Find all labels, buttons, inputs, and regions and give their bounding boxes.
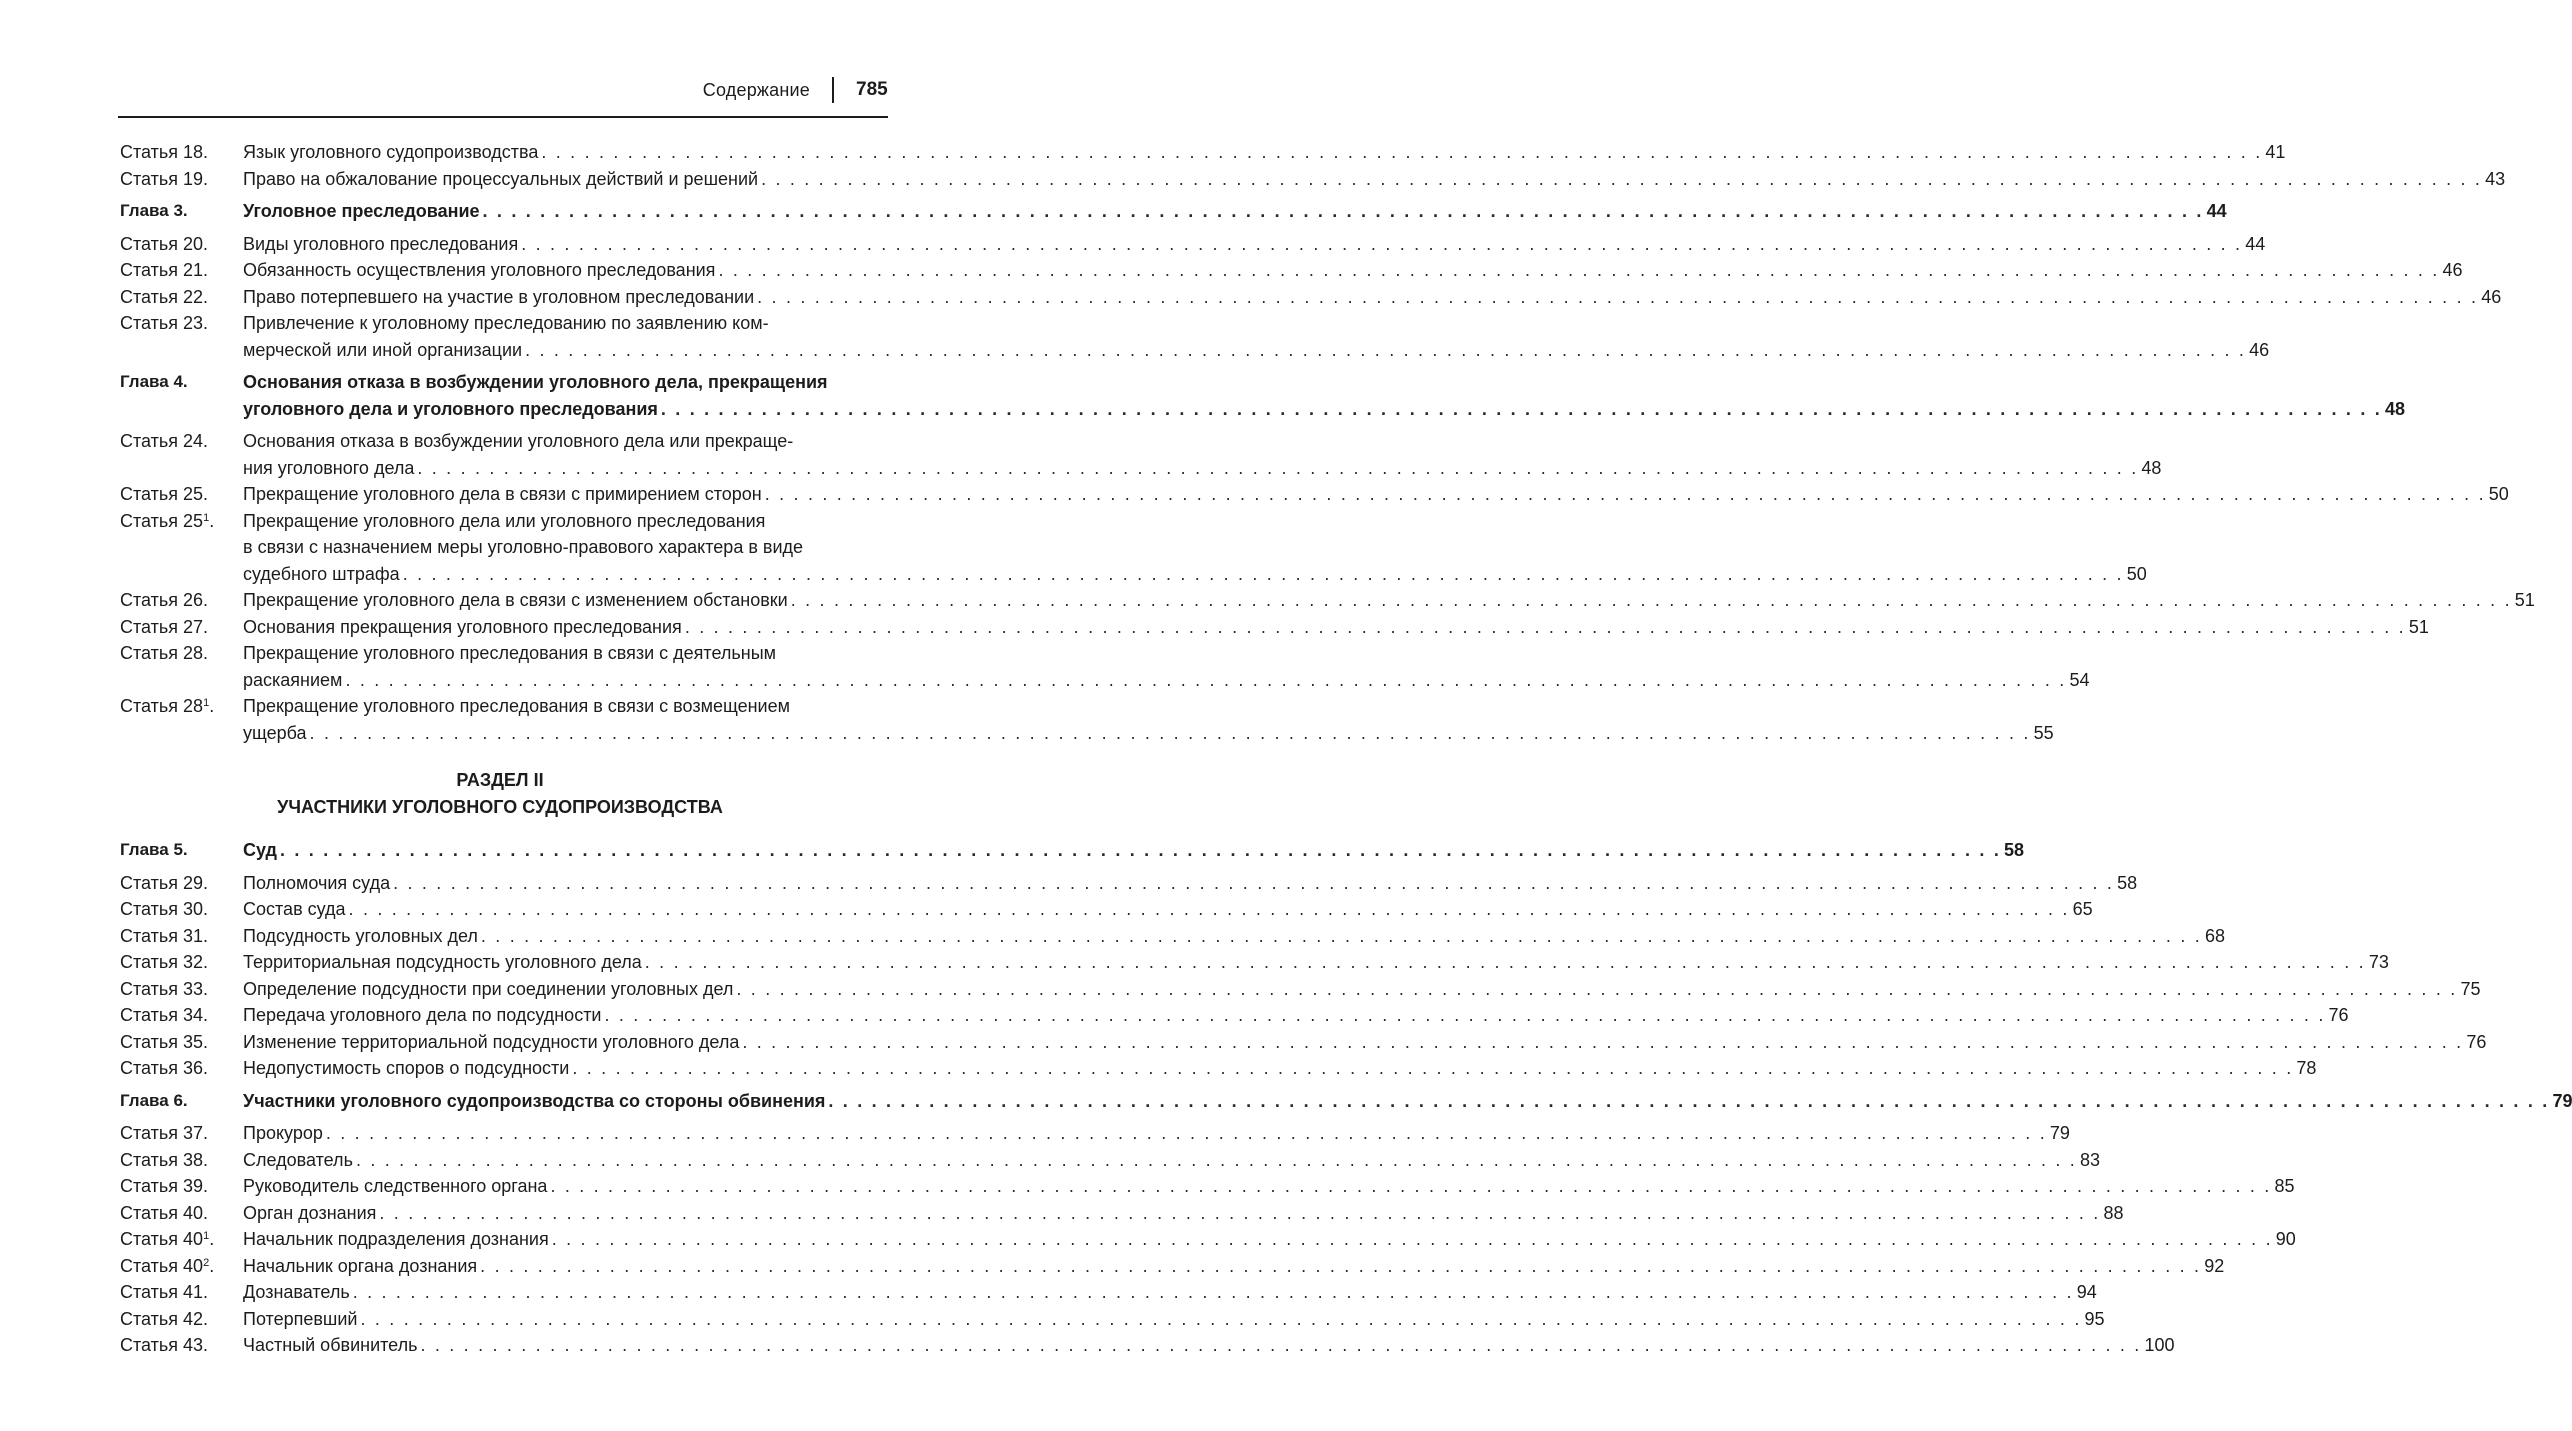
dot-leader: . . . . . . . . . . . . . . . . . . . . . . . . . . . . . . . . . . . . . . . . . . . . . . . . . . . . . . . . . . . . . . . . . . . . . . . . . . . . . . . . . . . . . . . . . . . . . . . . . . . . . . . . . . . . . . . . . . . . . . . . <box>525 339 2247 360</box>
entry-page-number: 48 <box>2141 457 2162 478</box>
entry-title-text: Дознаватель <box>243 1282 350 1302</box>
entry-title <box>243 896 2093 923</box>
entry-page-number: 51 <box>2408 616 2429 637</box>
entry-title-text: Потерпевший <box>243 1308 358 1329</box>
entry-title-text: раскаянием <box>243 669 343 690</box>
entry-title <box>243 284 2502 311</box>
entry-label <box>120 198 188 225</box>
entry-label-text: Статья 26. <box>120 590 209 610</box>
entry-page-number: 46 <box>2481 286 2502 307</box>
entry-label-suffix: . <box>209 1255 215 1276</box>
entry-page-number: 76 <box>2466 1031 2487 1052</box>
entry-title-text: Орган дознания <box>243 1202 377 1223</box>
dot-leader: . . . . . . . . . . . . . . . . . . . . . . . . . . . . . . . . . . . . . . . . . . . . . . . . . . . . . . . . . . . . . . . . . . . . . . . . . . . . . . . . . . . . . . . . . . . . . . . . . . . . . . . . . . . . . . . . . . . . . . . . <box>355 1149 2077 1170</box>
entry-label <box>120 1253 214 1280</box>
entry-page-number: 46 <box>2249 339 2270 360</box>
dot-leader: . . . . . . . . . . . . . . . . . . . . . . . . . . . . . . . . . . . . . . . . . . . . . . . . . . . . . . . . . . . . . . . . . . . . . . . . . . . . . . . . . . . . . . . . . . . . . . . . . . . . . . . . . . . . . . . . . . . . . . . . <box>828 1090 2550 1111</box>
dot-leader: . . . . . . . . . . . . . . . . . . . . . . . . . . . . . . . . . . . . . . . . . . . . . . . . . . . . . . . . . . . . . . . . . . . . . . . . . . . . . . . . . . . . . . . . . . . . . . . . . . . . . . . . . . . . . . . . . . . . . . . . <box>352 1282 2074 1302</box>
entry-label-suffix: . <box>209 696 215 716</box>
entry-label-text: Статья 33. <box>120 978 209 999</box>
entry-title <box>243 1147 2101 1174</box>
entry-label <box>120 139 208 166</box>
entry-label-text: Глава 3. <box>120 201 188 220</box>
entry-title-text: Начальник подразделения дознания <box>243 1229 549 1249</box>
entry-title-text: ущерба <box>243 722 307 743</box>
entry-label-text: Статья 20. <box>120 233 209 254</box>
entry-title <box>243 614 2429 641</box>
entry-title <box>243 693 2054 746</box>
entry-label <box>120 837 188 864</box>
entry-title-line <box>243 1253 2225 1280</box>
entry-label <box>120 640 208 667</box>
entry-label <box>120 1279 208 1306</box>
entry-title-text: Частный обвинитель <box>243 1335 418 1355</box>
entry-page-number: 50 <box>2126 563 2147 584</box>
dot-leader: . . . . . . . . . . . . . . . . . . . . . . . . . . . . . . . . . . . . . . . . . . . . . . . . . . . . . . . . . . . . . . . . . . . . . . . . . . . . . . . . . . . . . . . . . . . . . . . . . . . . . . . . . . . . . . . . . . . . . . . . <box>482 201 2204 221</box>
entry-label-text: Статья 38. <box>120 1149 209 1170</box>
entry-title <box>243 1306 2105 1333</box>
entry-label <box>120 923 208 950</box>
entry-title-text: Уголовное преследование <box>243 201 480 221</box>
entry-title-line: Прекращение уголовного преследования в связи с возмещением <box>243 696 790 716</box>
entry-label-text: Статья 34. <box>120 1005 209 1025</box>
entry-page-number: 92 <box>2204 1255 2225 1276</box>
entry-title-line <box>243 396 2405 423</box>
entry-label-text: Статья 39. <box>120 1176 209 1196</box>
entry-label-text: Статья 42. <box>120 1308 209 1329</box>
entry-label <box>120 428 208 455</box>
entry-page-number: 44 <box>2206 201 2227 221</box>
entry-title <box>243 481 2509 508</box>
entry-label-text: Статья 36. <box>120 1058 209 1078</box>
entry-title-line: Прекращение уголовного преследования в связи с деятельным <box>243 643 777 663</box>
entry-page-number: 50 <box>2488 484 2509 504</box>
entry-title-line <box>243 1147 2101 1174</box>
entry-title-line: Привлечение к уголовному преследованию по заявлению ком- <box>243 313 769 333</box>
entry-title-line <box>243 1088 2572 1115</box>
entry-title <box>243 428 2162 481</box>
dot-leader: . . . . . . . . . . . . . . . . . . . . . . . . . . . . . . . . . . . . . . . . . . . . . . . . . . . . . . . . . . . . . . . . . . . . . . . . . . . . . . . . . . . . . . . . . . . . . . . . . . . . . . . . . . . . . . . . . . . . . . . . <box>604 1005 2326 1025</box>
entry-page-number: 79 <box>2049 1123 2070 1143</box>
entry-title-line <box>243 455 2162 482</box>
entry-title-line <box>243 481 2509 508</box>
entry-page-number: 94 <box>2076 1282 2097 1302</box>
entry-title <box>243 1120 2070 1147</box>
entry-title <box>243 923 2225 950</box>
dot-leader: . . . . . . . . . . . . . . . . . . . . . . . . . . . . . . . . . . . . . . . . . . . . . . . . . . . . . . . . . . . . . . . . . . . . . . . . . . . . . . . . . . . . . . . . . . . . . . . . . . . . . . . . . . . . . . . . . . . . . . . . <box>736 978 2458 999</box>
entry-title-line <box>243 1002 2349 1029</box>
entry-title-text: мерческой или иной организации <box>243 339 523 360</box>
entry-title <box>243 1279 2097 1306</box>
entry-label <box>120 949 208 976</box>
entry-title <box>243 870 2138 897</box>
dot-leader: . . . . . . . . . . . . . . . . . . . . . . . . . . . . . . . . . . . . . . . . . . . . . . . . . . . . . . . . . . . . . . . . . . . . . . . . . . . . . . . . . . . . . . . . . . . . . . . . . . . . . . . . . . . . . . . . . . . . . . . . <box>280 840 2002 860</box>
entry-title-line <box>243 667 2090 694</box>
entry-label <box>120 976 208 1003</box>
entry-label-text: Статья 22. <box>120 286 209 307</box>
dot-leader: . . . . . . . . . . . . . . . . . . . . . . . . . . . . . . . . . . . . . . . . . . . . . . . . . . . . . . . . . . . . . . . . . . . . . . . . . . . . . . . . . . . . . . . . . . . . . . . . . . . . . . . . . . . . . . . . . . . . . . . . <box>757 286 2479 307</box>
entry-label-superscript: 1 <box>203 1230 210 1242</box>
entry-label-text: Статья 18. <box>120 142 209 162</box>
entry-title-line <box>243 976 2481 1003</box>
entry-label <box>120 1200 208 1227</box>
entry-title-line <box>243 923 2225 950</box>
section-subtitle: УЧАСТНИКИ УГОЛОВНОГО СУДОПРОИЗВОДСТВА <box>277 797 723 817</box>
entry-title <box>243 837 2025 864</box>
entry-label <box>120 693 214 720</box>
entry-label <box>120 1226 214 1253</box>
entry-label-superscript: 2 <box>203 1256 210 1269</box>
entry-label-text: Статья 28 <box>120 696 204 716</box>
entry-title-line <box>243 1200 2124 1227</box>
entry-label-text: Статья 29. <box>120 872 209 893</box>
entry-label-text: Статья 30. <box>120 899 209 919</box>
entry-title <box>243 587 2535 614</box>
entry-title-line <box>243 337 2270 364</box>
entry-title <box>243 508 2147 588</box>
entry-label-text: Статья 32. <box>120 952 209 972</box>
entry-title-text: Виды уголовного преследования <box>243 233 519 254</box>
entry-title-text: Руководитель следственного органа <box>243 1176 548 1196</box>
entry-label-text: Статья 41. <box>120 1282 209 1302</box>
entry-title <box>243 1332 2175 1359</box>
entry-page-number: 44 <box>2245 233 2266 254</box>
entry-page-number: 54 <box>2069 669 2090 690</box>
entry-label-text: Статья 40 <box>120 1229 204 1249</box>
entry-page-number: 58 <box>2117 872 2138 893</box>
dot-leader: . . . . . . . . . . . . . . . . . . . . . . . . . . . . . . . . . . . . . . . . . . . . . . . . . . . . . . . . . . . . . . . . . . . . . . . . . . . . . . . . . . . . . . . . . . . . . . . . . . . . . . . . . . . . . . . . . . . . . . . . <box>480 1255 2202 1276</box>
entry-label-suffix: . <box>209 1229 215 1249</box>
entry-title-line <box>243 720 2054 747</box>
entry-title-line: Основания отказа в возбуждении уголовного дела, прекращения <box>243 372 828 392</box>
entry-label <box>120 231 208 258</box>
entry-page-number: 100 <box>2144 1335 2175 1355</box>
entry-page-number: 46 <box>2442 260 2463 280</box>
entry-title-text: Основания прекращения уголовного преследования <box>243 616 682 637</box>
entry-title-text: Подсудность уголовных дел <box>243 925 478 946</box>
entry-label-text: Статья 25. <box>120 484 209 504</box>
entry-title <box>243 166 2506 193</box>
entry-label <box>120 1332 208 1359</box>
entry-title <box>243 257 2463 284</box>
entry-title-line <box>243 949 2389 976</box>
entry-label-text: Статья 40 <box>120 1255 204 1276</box>
dot-leader: . . . . . . . . . . . . . . . . . . . . . . . . . . . . . . . . . . . . . . . . . . . . . . . . . . . . . . . . . . . . . . . . . . . . . . . . . . . . . . . . . . . . . . . . . . . . . . . . . . . . . . . . . . . . . . . . . . . . . . . . <box>551 1229 2273 1249</box>
entry-title-text: Полномочия суда <box>243 872 391 893</box>
entry-title-text: Обязанность осуществления уголовного преследования <box>243 260 716 280</box>
entry-title-text: Прокурор <box>243 1123 323 1143</box>
entry-title <box>243 369 2405 422</box>
entry-title-line <box>243 561 2147 588</box>
entry-label <box>120 257 208 284</box>
entry-title <box>243 198 2227 225</box>
entry-title <box>243 1055 2317 1082</box>
entry-title-line: в связи с назначением меры уголовно-правового характера в виде <box>243 537 804 557</box>
entry-label <box>120 284 208 311</box>
entry-title <box>243 310 2270 363</box>
entry-title-line <box>243 837 2025 864</box>
entry-page-number: 83 <box>2080 1149 2101 1170</box>
entry-page-number: 79 <box>2552 1090 2572 1111</box>
entry-title-line <box>243 1279 2097 1306</box>
entry-label <box>120 508 214 535</box>
entry-title <box>243 231 2266 258</box>
entry-label-text: Статья 37. <box>120 1123 209 1143</box>
entry-title-text: уголовного дела и уголовного преследования <box>243 398 658 419</box>
entry-label-text: Статья 19. <box>120 168 209 189</box>
entry-label <box>120 481 208 508</box>
entry-label <box>120 369 188 396</box>
entry-title-text: Передача уголовного дела по подсудности <box>243 1005 602 1025</box>
dot-leader: . . . . . . . . . . . . . . . . . . . . . . . . . . . . . . . . . . . . . . . . . . . . . . . . . . . . . . . . . . . . . . . . . . . . . . . . . . . . . . . . . . . . . . . . . . . . . . . . . . . . . . . . . . . . . . . . . . . . . . . . <box>761 168 2483 189</box>
entry-label <box>120 1002 208 1029</box>
entry-label-suffix: . <box>209 510 215 531</box>
dot-leader: . . . . . . . . . . . . . . . . . . . . . . . . . . . . . . . . . . . . . . . . . . . . . . . . . . . . . . . . . . . . . . . . . . . . . . . . . . . . . . . . . . . . . . . . . . . . . . . . . . . . . . . . . . . . . . . . . . . . . . . . <box>379 1202 2101 1223</box>
entry-label-text: Статья 43. <box>120 1335 209 1355</box>
entry-title-text: Недопустимость споров о подсудности <box>243 1058 570 1078</box>
entry-title-line <box>243 1055 2317 1082</box>
entry-label <box>120 1147 208 1174</box>
dot-leader: . . . . . . . . . . . . . . . . . . . . . . . . . . . . . . . . . . . . . . . . . . . . . . . . . . . . . . . . . . . . . . . . . . . . . . . . . . . . . . . . . . . . . . . . . . . . . . . . . . . . . . . . . . . . . . . . . . . . . . . . <box>550 1176 2272 1196</box>
dot-leader: . . . . . . . . . . . . . . . . . . . . . . . . . . . . . . . . . . . . . . . . . . . . . . . . . . . . . . . . . . . . . . . . . . . . . . . . . . . . . . . . . . . . . . . . . . . . . . . . . . . . . . . . . . . . . . . . . . . . . . . . <box>417 457 2139 478</box>
entry-label <box>120 614 208 641</box>
entry-title <box>243 1226 2296 1253</box>
entry-title-text: Следователь <box>243 1149 353 1170</box>
entry-title-text: Определение подсудности при соединении уголовных дел <box>243 978 734 999</box>
entry-label-text: Глава 4. <box>120 372 188 391</box>
dot-leader: . . . . . . . . . . . . . . . . . . . . . . . . . . . . . . . . . . . . . . . . . . . . . . . . . . . . . . . . . . . . . . . . . . . . . . . . . . . . . . . . . . . . . . . . . . . . . . . . . . . . . . . . . . . . . . . . . . . . . . . . <box>402 563 2124 584</box>
dot-leader: . . . . . . . . . . . . . . . . . . . . . . . . . . . . . . . . . . . . . . . . . . . . . . . . . . . . . . . . . . . . . . . . . . . . . . . . . . . . . . . . . . . . . . . . . . . . . . . . . . . . . . . . . . . . . . . . . . . . . . . . <box>764 484 2486 504</box>
entry-label-text: Статья 27. <box>120 616 209 637</box>
entry-label <box>120 1173 208 1200</box>
entry-label <box>120 870 208 897</box>
section-title: РАЗДЕЛ II <box>456 770 544 790</box>
entry-title-line: Прекращение уголовного дела или уголовного преследования <box>243 510 766 531</box>
entry-title-text: Право на обжалование процессуальных действий и решений <box>243 168 759 189</box>
entry-title-line <box>243 1332 2175 1359</box>
running-title: Содержание <box>702 80 810 100</box>
entry-label <box>120 1120 208 1147</box>
entry-label-text: Глава 6. <box>120 1090 188 1110</box>
entry-page-number: 51 <box>2514 590 2535 610</box>
entry-title-text: Право потерпевшего на участие в уголовном преследовании <box>243 286 755 307</box>
entry-title-line: Основания отказа в возбуждении уголовного дела или прекраще- <box>243 431 794 451</box>
dot-leader: . . . . . . . . . . . . . . . . . . . . . . . . . . . . . . . . . . . . . . . . . . . . . . . . . . . . . . . . . . . . . . . . . . . . . . . . . . . . . . . . . . . . . . . . . . . . . . . . . . . . . . . . . . . . . . . . . . . . . . . . <box>660 398 2382 419</box>
entry-title <box>243 1200 2124 1227</box>
entry-label <box>120 1029 208 1056</box>
dot-leader: . . . . . . . . . . . . . . . . . . . . . . . . . . . . . . . . . . . . . . . . . . . . . . . . . . . . . . . . . . . . . . . . . . . . . . . . . . . . . . . . . . . . . . . . . . . . . . . . . . . . . . . . . . . . . . . . . . . . . . . . <box>309 722 2031 743</box>
entry-title-text: Суд <box>243 840 277 860</box>
entry-title <box>243 640 2090 693</box>
dot-leader: . . . . . . . . . . . . . . . . . . . . . . . . . . . . . . . . . . . . . . . . . . . . . . . . . . . . . . . . . . . . . . . . . . . . . . . . . . . . . . . . . . . . . . . . . . . . . . . . . . . . . . . . . . . . . . . . . . . . . . . . <box>345 669 2067 690</box>
entry-title-line <box>243 1306 2105 1333</box>
entry-page-number: 75 <box>2460 978 2481 999</box>
entry-title-text: Состав суда <box>243 899 346 919</box>
entry-label-superscript: 1 <box>203 511 210 524</box>
entry-label <box>120 1306 208 1333</box>
entry-label <box>120 166 208 193</box>
entry-label-text: Статья 31. <box>120 925 209 946</box>
entry-title <box>243 1253 2225 1280</box>
entry-title-text: Начальник органа дознания <box>243 1255 478 1276</box>
page-number: 785 <box>856 79 888 100</box>
entry-title-text: Прекращение уголовного дела в связи с примирением сторон <box>243 484 762 504</box>
entry-title-text: Прекращение уголовного дела в связи с изменением обстановки <box>243 590 788 610</box>
entry-title-text: Территориальная подсудность уголовного дела <box>243 952 642 972</box>
entry-title-line <box>243 587 2535 614</box>
dot-leader: . . . . . . . . . . . . . . . . . . . . . . . . . . . . . . . . . . . . . . . . . . . . . . . . . . . . . . . . . . . . . . . . . . . . . . . . . . . . . . . . . . . . . . . . . . . . . . . . . . . . . . . . . . . . . . . . . . . . . . . . <box>790 590 2512 610</box>
entry-page-number: 85 <box>2274 1176 2295 1196</box>
entry-title-text: Язык уголовного судопроизводства <box>243 142 539 162</box>
entry-page-number: 76 <box>2328 1005 2349 1025</box>
entry-title <box>243 1029 2487 1056</box>
entry-title <box>243 1002 2349 1029</box>
entry-label-superscript: 1 <box>203 697 210 709</box>
entry-title-line <box>243 1173 2295 1200</box>
entry-label-text: Статья 28. <box>120 643 209 663</box>
entry-title-line <box>243 284 2502 311</box>
entry-title-line <box>243 614 2429 641</box>
dot-leader: . . . . . . . . . . . . . . . . . . . . . . . . . . . . . . . . . . . . . . . . . . . . . . . . . . . . . . . . . . . . . . . . . . . . . . . . . . . . . . . . . . . . . . . . . . . . . . . . . . . . . . . . . . . . . . . . . . . . . . . . <box>348 899 2070 919</box>
entry-page-number: 58 <box>2004 840 2025 860</box>
entry-title-line <box>243 896 2093 923</box>
entry-title-line <box>243 870 2138 897</box>
entry-title-line <box>243 257 2463 284</box>
entry-label-text: Глава 5. <box>120 840 188 859</box>
entry-label-text: Статья 24. <box>120 431 209 451</box>
entry-label <box>120 1088 188 1115</box>
dot-leader: . . . . . . . . . . . . . . . . . . . . . . . . . . . . . . . . . . . . . . . . . . . . . . . . . . . . . . . . . . . . . . . . . . . . . . . . . . . . . . . . . . . . . . . . . . . . . . . . . . . . . . . . . . . . . . . . . . . . . . . . <box>742 1031 2464 1052</box>
entry-label <box>120 896 208 923</box>
dot-leader: . . . . . . . . . . . . . . . . . . . . . . . . . . . . . . . . . . . . . . . . . . . . . . . . . . . . . . . . . . . . . . . . . . . . . . . . . . . . . . . . . . . . . . . . . . . . . . . . . . . . . . . . . . . . . . . . . . . . . . . . <box>420 1335 2142 1355</box>
entry-page-number: 48 <box>2384 398 2405 419</box>
entry-title-line <box>243 139 2286 166</box>
entry-title-line <box>243 1120 2070 1147</box>
dot-leader: . . . . . . . . . . . . . . . . . . . . . . . . . . . . . . . . . . . . . . . . . . . . . . . . . . . . . . . . . . . . . . . . . . . . . . . . . . . . . . . . . . . . . . . . . . . . . . . . . . . . . . . . . . . . . . . . . . . . . . . . <box>521 233 2243 254</box>
dot-leader: . . . . . . . . . . . . . . . . . . . . . . . . . . . . . . . . . . . . . . . . . . . . . . . . . . . . . . . . . . . . . . . . . . . . . . . . . . . . . . . . . . . . . . . . . . . . . . . . . . . . . . . . . . . . . . . . . . . . . . . . <box>572 1058 2294 1078</box>
entry-title-line <box>243 1029 2487 1056</box>
dot-leader: . . . . . . . . . . . . . . . . . . . . . . . . . . . . . . . . . . . . . . . . . . . . . . . . . . . . . . . . . . . . . . . . . . . . . . . . . . . . . . . . . . . . . . . . . . . . . . . . . . . . . . . . . . . . . . . . . . . . . . . . <box>480 925 2202 946</box>
entry-page-number: 73 <box>2368 952 2389 972</box>
entry-label-text: Статья 23. <box>120 313 209 333</box>
entry-title-line <box>243 231 2266 258</box>
dot-leader: . . . . . . . . . . . . . . . . . . . . . . . . . . . . . . . . . . . . . . . . . . . . . . . . . . . . . . . . . . . . . . . . . . . . . . . . . . . . . . . . . . . . . . . . . . . . . . . . . . . . . . . . . . . . . . . . . . . . . . . . <box>684 616 2406 637</box>
entry-label <box>120 587 208 614</box>
entry-label <box>120 310 208 337</box>
entry-label-text: Статья 40. <box>120 1202 209 1223</box>
entry-title-line <box>243 198 2227 225</box>
entry-label-text: Статья 35. <box>120 1031 209 1052</box>
entry-title <box>243 139 2286 166</box>
entry-page-number: 41 <box>2265 142 2286 162</box>
entry-title <box>243 1088 2572 1115</box>
entry-page-number: 55 <box>2033 722 2054 743</box>
entry-page-number: 95 <box>2084 1308 2105 1329</box>
entry-title-text: судебного штрафа <box>243 563 400 584</box>
entry-title <box>243 976 2481 1003</box>
dot-leader: . . . . . . . . . . . . . . . . . . . . . . . . . . . . . . . . . . . . . . . . . . . . . . . . . . . . . . . . . . . . . . . . . . . . . . . . . . . . . . . . . . . . . . . . . . . . . . . . . . . . . . . . . . . . . . . . . . . . . . . . <box>393 872 2115 893</box>
dot-leader: . . . . . . . . . . . . . . . . . . . . . . . . . . . . . . . . . . . . . . . . . . . . . . . . . . . . . . . . . . . . . . . . . . . . . . . . . . . . . . . . . . . . . . . . . . . . . . . . . . . . . . . . . . . . . . . . . . . . . . . . <box>325 1123 2047 1143</box>
entry-label-text: Статья 21. <box>120 260 209 280</box>
entry-title <box>243 1173 2295 1200</box>
entry-label-text: Статья 25 <box>120 510 204 531</box>
entry-title-text: Изменение территориальной подсудности уголовного дела <box>243 1031 740 1052</box>
entry-page-number: 90 <box>2275 1229 2296 1249</box>
entry-title <box>243 949 2389 976</box>
entry-title-line <box>243 166 2506 193</box>
entry-page-number: 43 <box>2485 168 2506 189</box>
entry-page-number: 68 <box>2204 925 2225 946</box>
entry-page-number: 88 <box>2103 1202 2124 1223</box>
dot-leader: . . . . . . . . . . . . . . . . . . . . . . . . . . . . . . . . . . . . . . . . . . . . . . . . . . . . . . . . . . . . . . . . . . . . . . . . . . . . . . . . . . . . . . . . . . . . . . . . . . . . . . . . . . . . . . . . . . . . . . . . <box>541 142 2263 162</box>
dot-leader: . . . . . . . . . . . . . . . . . . . . . . . . . . . . . . . . . . . . . . . . . . . . . . . . . . . . . . . . . . . . . . . . . . . . . . . . . . . . . . . . . . . . . . . . . . . . . . . . . . . . . . . . . . . . . . . . . . . . . . . . <box>360 1308 2082 1329</box>
dot-leader: . . . . . . . . . . . . . . . . . . . . . . . . . . . . . . . . . . . . . . . . . . . . . . . . . . . . . . . . . . . . . . . . . . . . . . . . . . . . . . . . . . . . . . . . . . . . . . . . . . . . . . . . . . . . . . . . . . . . . . . . <box>718 260 2440 280</box>
entry-page-number: 65 <box>2072 899 2093 919</box>
dot-leader: . . . . . . . . . . . . . . . . . . . . . . . . . . . . . . . . . . . . . . . . . . . . . . . . . . . . . . . . . . . . . . . . . . . . . . . . . . . . . . . . . . . . . . . . . . . . . . . . . . . . . . . . . . . . . . . . . . . . . . . . <box>644 952 2366 972</box>
entry-label <box>120 1055 208 1082</box>
entry-title-text: ния уголовного дела <box>243 457 415 478</box>
entry-page-number: 78 <box>2296 1058 2317 1078</box>
entry-title-line <box>243 1226 2296 1253</box>
entry-title-text: Участники уголовного судопроизводства со стороны обвинения <box>243 1090 826 1111</box>
